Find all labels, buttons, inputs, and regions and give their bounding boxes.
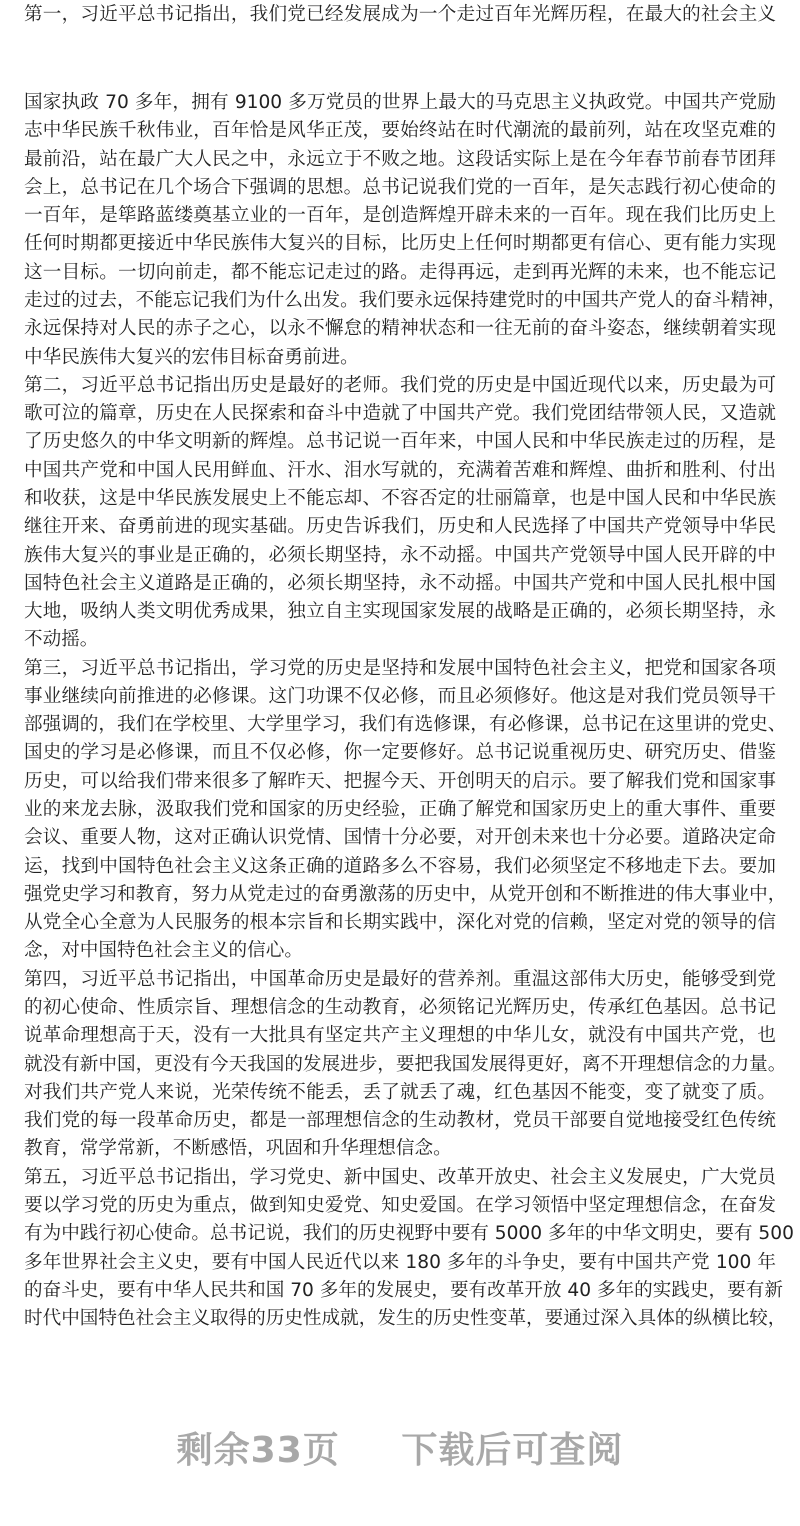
text-line: 任何时期都更接近中华民族伟大复兴的目标，比历史上任何时期都更有信心、更有能力实现 xyxy=(24,233,776,255)
text-line: 了历史悠久的中华文明新的辉煌。总书记说一百年来，中国人民和中华民族走过的历程，是 xyxy=(24,431,776,453)
text-line: 第四，习近平总书记指出，中国革命历史是最好的营养剂。重温这部伟大历史，能够受到党 xyxy=(24,968,776,990)
text-line: 一百年，是筚路蓝缕奠基立业的一百年，是创造辉煌开辟未来的一百年。现在我们比历史上 xyxy=(24,205,776,227)
text-line: 多年世界社会主义史，要有中国人民近代以来 180 多年的斗争史，要有中国共产党 100 年 xyxy=(24,1251,776,1273)
text-line: 业的来龙去脉，汲取我们党和国家的历史经验，正确了解党和国家历史上的重大事件、重要 xyxy=(24,799,776,820)
text-line: 志中华民族千秋伟业，百年恰是风华正茂，要始终站在时代潮流的最前列，站在攻坚克难的 xyxy=(24,120,776,142)
text-line: 第三，习近平总书记指出，学习党的历史是坚持和发展中国特色社会主义，把党和国家各项 xyxy=(24,657,776,679)
download-prompt[interactable] xyxy=(0,1422,800,1473)
text-line: 对我们共产党人来说，光荣传统不能丢，丢了就丢了魂，红色基因不能变，变了就变了质。 xyxy=(24,1081,776,1103)
text-line: 要以学习党的历史为重点，做到知史爱党、知史爱国。在学习领悟中坚定理想信念，在奋发 xyxy=(24,1194,776,1216)
remaining-pages-label: 剩余33页 xyxy=(176,1430,340,1471)
text-line: 永远保持对人民的赤子之心，以永不懈怠的精神状态和一往无前的奋斗姿态，继续朝着实现 xyxy=(24,318,776,340)
text-line: 国家执政 70 多年，拥有 9100 多万党员的世界上最大的马克思主义执政党。中国共产党励 xyxy=(24,92,776,113)
text-line: 教育，常学常新，不断感悟，巩固和升华理想信念。 xyxy=(24,1138,452,1160)
text-line: 这一目标。一切向前走，都不能忘记走过的路。走得再远，走到再光辉的未来，也不能忘记 xyxy=(24,261,776,283)
text-line: 的初心使命、性质宗旨、理想信念的生动教育，必须铭记光辉历史，传承红色基因。总书记 xyxy=(24,997,776,1018)
text-line: 第五，习近平总书记指出，学习党史、新中国史、改革开放史、社会主义发展史，广大党员 xyxy=(24,1166,776,1188)
text-line: 部强调的，我们在学校里、大学里学习，我们有选修课，有必修课，总书记在这里讲的党史、 xyxy=(24,714,787,736)
text-line: 说革命理想高于天，没有一大批具有坚定共产主义理想的中华儿女，就没有中国共产党，也 xyxy=(24,1025,776,1047)
text-line: 国特色社会主义道路是正确的，必须长期坚持，永不动摇。中国共产党和中国人民扎根中国 xyxy=(24,572,776,594)
text-line: 中华民族伟大复兴的宏伟目标奋勇前进。 xyxy=(24,346,359,368)
text-line: 第一，习近平总书记指出，我们党已经发展成为一个走过百年光辉历程，在最大的社会主义 xyxy=(24,4,776,25)
text-line: 从党全心全意为人民服务的根本宗旨和长期实践中，深化对党的信赖，坚定对党的领导的信 xyxy=(24,912,776,934)
text-line: 强党史学习和教育，努力从党走过的奋勇激荡的历史中，从党开创和不断推进的伟大事业中， xyxy=(24,883,787,905)
text-line: 会上，总书记在几个场合下强调的思想。总书记说我们党的一百年，是矢志践行初心使命的 xyxy=(24,176,776,198)
text-line: 第二，习近平总书记指出历史是最好的老师。我们党的历史是中国近现代以来，历史最为可 xyxy=(24,374,776,396)
text-line: 我们党的每一段革命历史，都是一部理想信念的生动教材，党员干部要自觉地接受红色传统 xyxy=(24,1110,776,1132)
text-line: 大地，吸纳人类文明优秀成果，独立自主实现国家发展的战略是正确的，必须长期坚持，永 xyxy=(24,601,776,622)
download-to-view-label[interactable]: 下载后可查阅 xyxy=(401,1430,624,1471)
text-line: 族伟大复兴的事业是正确的，必须长期坚持，永不动摇。中国共产党领导中国人民开辟的中 xyxy=(24,544,776,566)
text-line: 和收获，这是中华民族发展史上不能忘却、不容否定的壮丽篇章，也是中国人民和中华民族 xyxy=(24,487,776,509)
text-line: 的奋斗史，要有中华人民共和国 70 多年的发展史，要有改革开放 40 多年的实践史，要有新 xyxy=(24,1279,783,1301)
text-line: 运，找到中国特色社会主义这条正确的道路多么不容易，我们必须坚定不移地走下去。要加 xyxy=(24,855,776,877)
text-line: 走过的过去，不能忘记我们为什么出发。我们要永远保持建党时的中国共产党人的奋斗精神， xyxy=(24,290,787,311)
text-line: 念，对中国特色社会主义的信心。 xyxy=(24,940,303,962)
text-line: 歌可泣的篇章，历史在人民探索和奋斗中造就了中国共产党。我们党团结带领人民，又造就 xyxy=(24,403,776,425)
text-line: 不动摇。 xyxy=(24,629,99,651)
text-line: 就没有新中国，更没有今天我国的发展进步，要把我国发展得更好，离不开理想信念的力量。 xyxy=(24,1053,787,1075)
text-line: 事业继续向前推进的必修课。这门功课不仅必修，而且必须修好。他这是对我们党员领导干 xyxy=(24,685,776,707)
text-line: 历史，可以给我们带来很多了解昨天、把握今天、开创明天的启示。要了解我们党和国家事 xyxy=(24,770,776,792)
text-line: 中国共产党和中国人民用鲜血、汗水、泪水写就的，充满着苦难和辉煌、曲折和胜利、付出 xyxy=(24,459,776,481)
text-line: 会议、重要人物，这对正确认识党情、国情十分必要，对开创未来也十分必要。道路决定命 xyxy=(24,827,776,849)
text-line: 有为中践行初心使命。总书记说，我们的历史视野中要有 5000 多年的中华文明史，要有 500 xyxy=(24,1223,794,1245)
text-line: 继往开来、奋勇前进的现实基础。历史告诉我们，历史和人民选择了中国共产党领导中华民 xyxy=(24,516,776,538)
text-line: 国史的学习是必修课，而且不仅必修，你一定要修好。总书记说重视历史、研究历史、借鉴 xyxy=(24,742,776,764)
text-line: 时代中国特色社会主义取得的历史性成就，发生的历史性变革，要通过深入具体的纵横比较， xyxy=(24,1308,787,1329)
text-line: 最前沿，站在最广大人民之中，永远立于不败之地。这段话实际上是在今年春节前春节团拜 xyxy=(24,148,776,170)
